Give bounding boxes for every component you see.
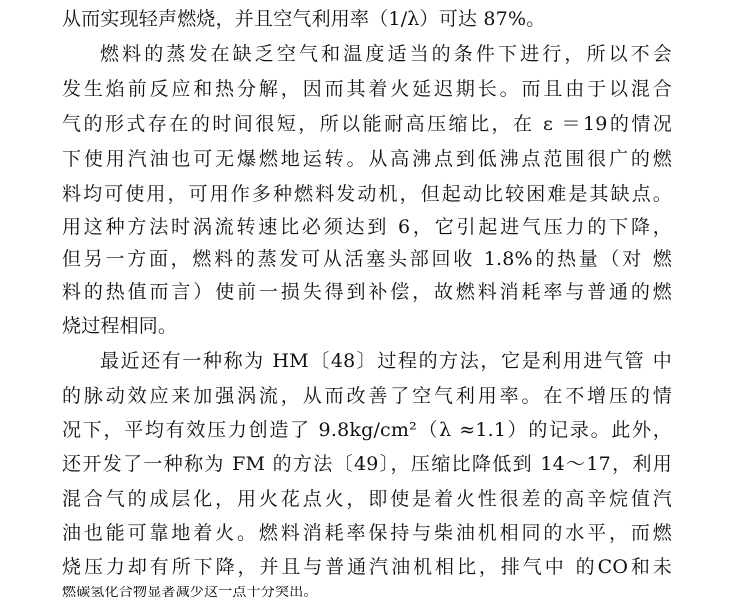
paragraph-start-line: 最近还有一种称为 HM〔48〕过程的方法，它是利用进气管 中 — [100, 350, 672, 372]
text-line: 况下，平均有效压力创造了 9.8kg/cm²（λ ≈1.1）的记录。此外， — [62, 419, 672, 441]
paragraph-end-line: 烧过程相同。 — [62, 315, 178, 337]
paragraph-start-line: 燃料的蒸发在缺乏空气和温度适当的条件下进行，所以不会 — [100, 43, 672, 65]
text-line: 烧压力却有所下降，并且与普通汽油机相比，排气中 的CO和未 — [62, 556, 672, 578]
text-line: 料的热值而言）使前一损失得到补偿，故燃料消耗率与普通的燃 — [62, 281, 672, 303]
text-line: 的脉动效应来加强涡流，从而改善了空气利用率。在不增压的情 — [62, 385, 672, 407]
text-line: 下使用汽油也可无爆燃地运转。从高沸点到低沸点范围很广的燃 — [62, 148, 672, 170]
text-line: 混合气的成层化，用火花点火，即使是着火性很差的高辛烷值汽 — [62, 488, 672, 510]
text-line: 用这种方法时涡流转速比必须达到 6，它引起进气压力的下降， — [62, 216, 672, 238]
text-line: 料均可使用，可用作多种燃料发动机，但起动比较困难是其缺点。 — [62, 183, 672, 205]
text-line: 但另一方面，燃料的蒸发可从活塞头部回收 1.8%的热量（对 燃 — [62, 248, 672, 270]
text-line: 燃碳氢化合物显著减少这一点十分突出。 — [62, 586, 318, 600]
text-line: 还开发了一种称为 FM 的方法〔49〕，压缩比降低到 14～17，利用 — [62, 453, 672, 475]
text-line: 从而实现轻声燃烧，并且空气利用率（1/λ）可达 87%。 — [62, 8, 546, 30]
text-line: 气的形式存在的时间很短，所以能耐高压缩比，在 ε ＝19的情况 — [62, 113, 672, 135]
text-line: 油也能可靠地着火。燃料消耗率保持与柴油机相同的水平，而燃 — [62, 522, 672, 544]
text-line: 发生焰前反应和热分解，因而其着火延迟期长。而且由于以混合 — [62, 78, 672, 100]
